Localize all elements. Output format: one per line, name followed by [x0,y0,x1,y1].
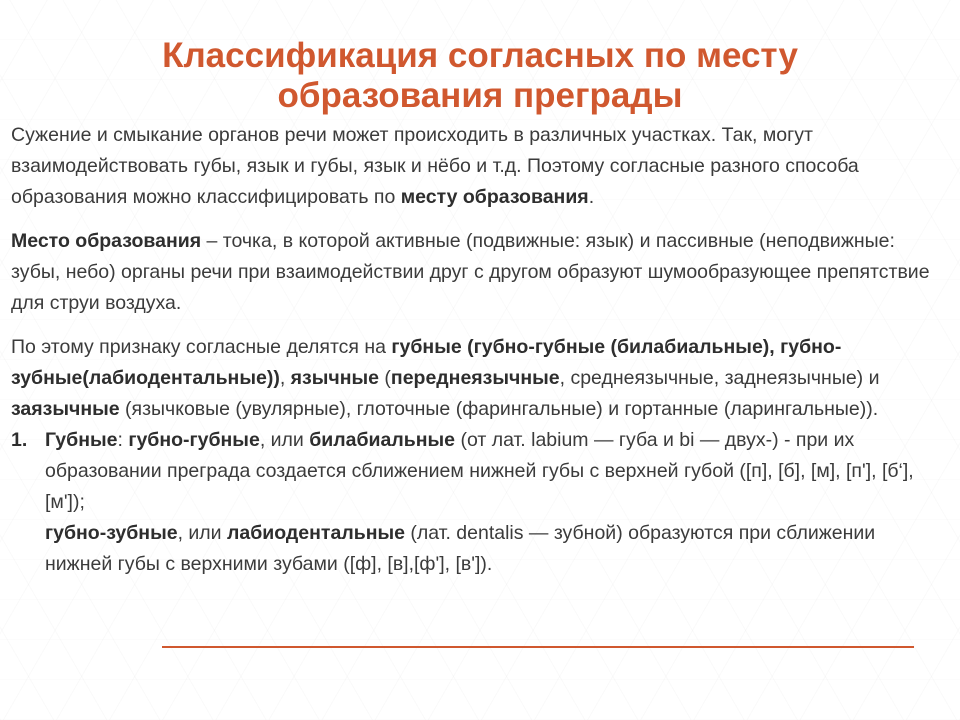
paragraph-classification [11,332,946,425]
slide-title [40,36,920,116]
bold-term: губные (губно-губные (билабиальные), губно-зубные(лабиодентальные)) [11,336,842,389]
decorative-rule [162,646,914,648]
text-run: ( [379,367,391,389]
list-item-content [45,425,946,580]
text-run: (от лат. labium — губа и bi — двух-) - при их образовании преграда создается сближением нижней губы с верхней губой ([п], [б], [м], [п'], [б‘], [м']); [45,429,914,513]
bold-term: Губные [45,429,118,451]
paragraph-definition [11,226,946,319]
text-run: , среднеязычные, заднеязычные) и [559,367,880,389]
text-run: (язычковые (увулярные), глоточные (фарингальные) и гортанные (ларингальные)). [119,398,879,420]
text-run: , или [177,522,227,544]
text-run: Сужение и смыкание органов речи может происходить в различных участках. Так, могут взаимодействовать губы, язык и губы, язык и нёбо и т.д. Поэтому согласные разного способа образования можно классифицировать по [11,124,859,208]
text-run: , [279,367,291,389]
text-run: (лат. dentalis — зубной) образуются при сближении нижней губы с верхними зубами ([ф], [в],[ф'], [в']). [45,522,876,575]
list-item [11,425,946,580]
bold-term: лабиодентальные [227,522,405,544]
bold-term: язычные [290,367,379,389]
list-item-labiodental [45,518,946,580]
text-run: , или [259,429,310,451]
bold-term: заязычные [11,398,120,420]
bold-term: месту образования [400,186,589,208]
title-line-1: Классификация согласных по месту [162,36,798,75]
bold-term: переднеязычные [390,367,560,389]
list-number: 1. [11,429,28,451]
bold-term: Место образования [11,230,202,252]
text-run: : [117,429,129,451]
bold-term: губно-губные [128,429,260,451]
list-item-bilabial [45,425,946,518]
title-line-2: образования преграды [277,76,683,115]
text-run: – точка, в которой активные (подвижные: язык) и пассивные (неподвижные: зубы, небо) органы речи при взаимодействии друг с другом образуют шумообразующее препятствие для струи воздуха. [11,230,930,314]
text-run: По этому признаку согласные делятся на [11,336,392,358]
paragraph-intro [11,120,946,213]
bold-term: билабиальные [309,429,456,451]
text-run: . [588,186,595,208]
slide-body [11,120,946,580]
bold-term: губно-зубные [45,522,178,544]
